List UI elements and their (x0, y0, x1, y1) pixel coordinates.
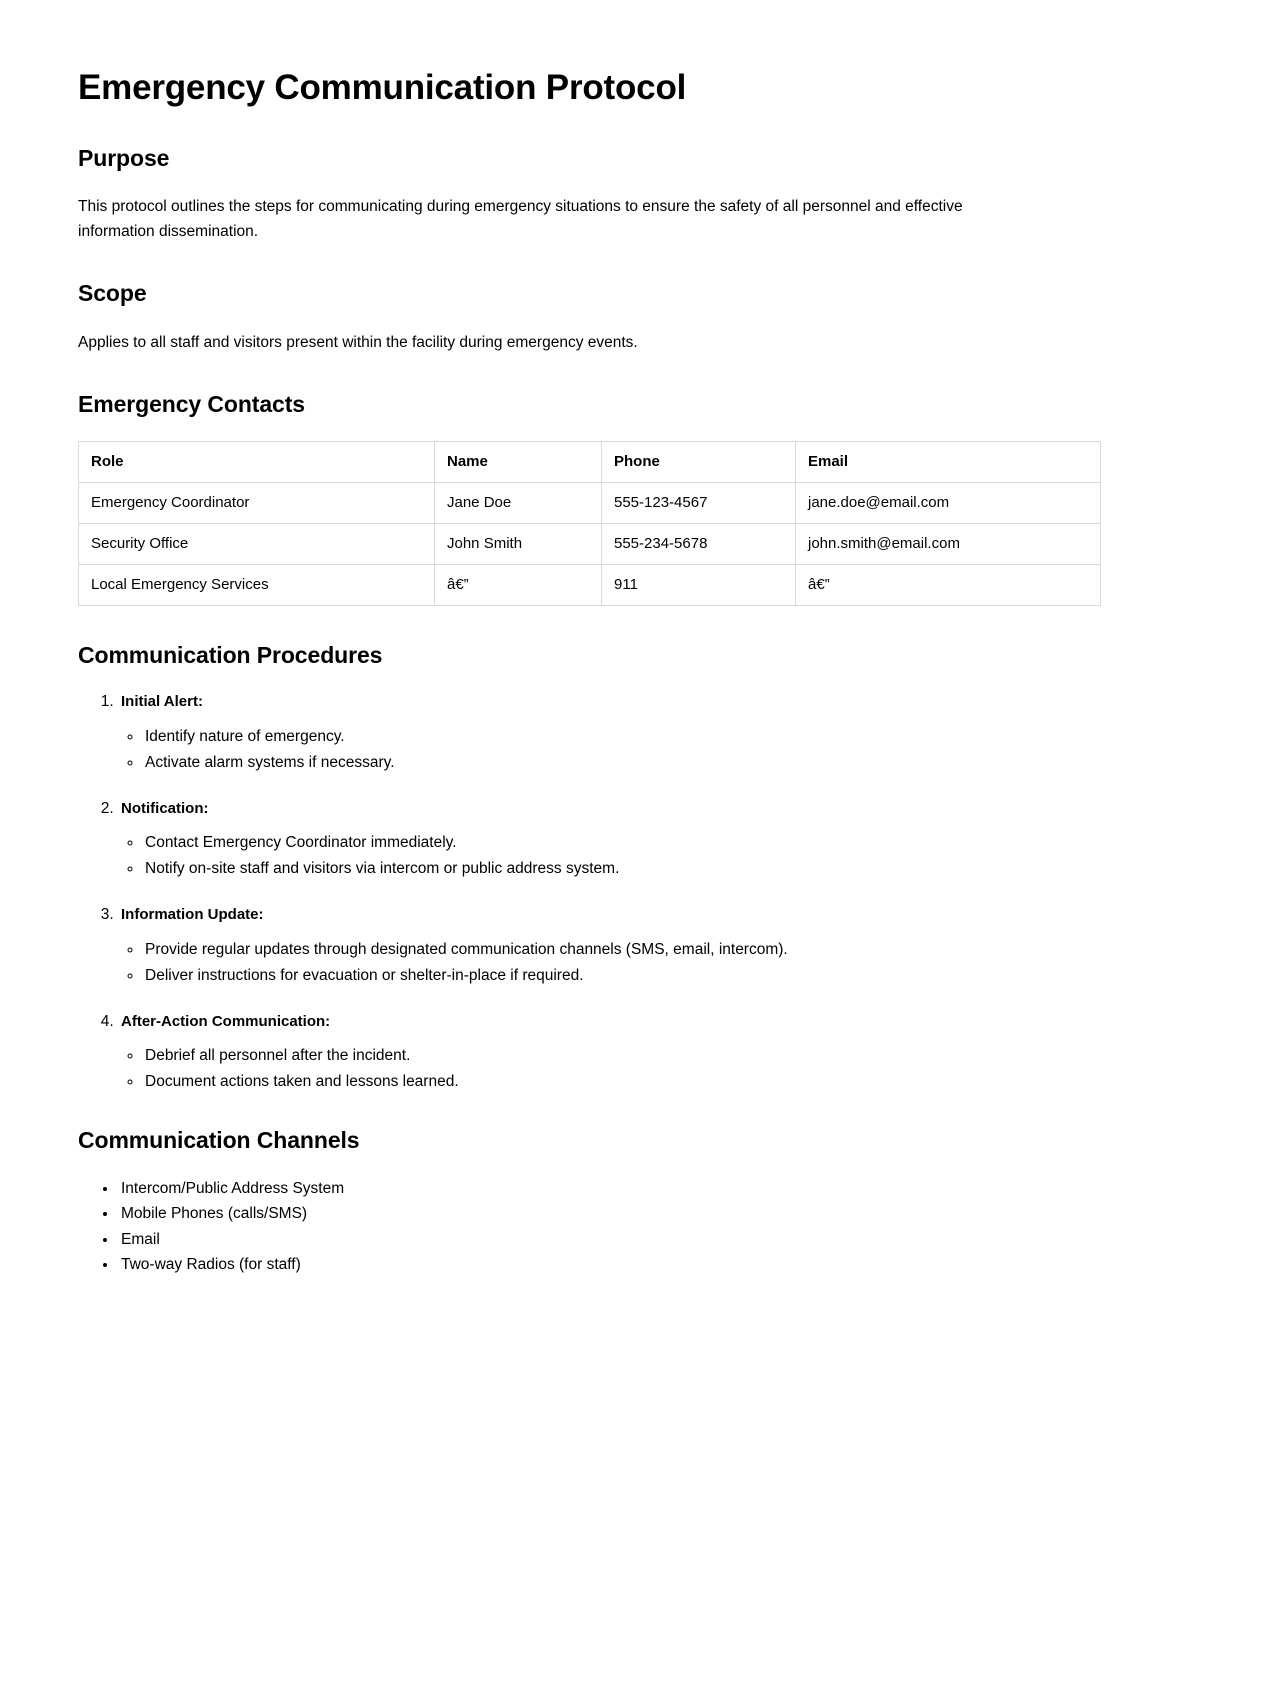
procedure-substep-list (121, 939, 1185, 987)
cell-phone: 911 (602, 564, 796, 605)
list-item: • Mobile Phones (calls/SMS) (118, 1202, 1185, 1226)
section-heading-communication-channels: Communication Channels (78, 1127, 360, 1154)
cell-role: Local Emergency Services (79, 564, 435, 605)
column-header-name: Name (435, 441, 602, 482)
section-heading-emergency-contacts: Emergency Contacts (78, 391, 305, 418)
procedure-step (118, 904, 1185, 986)
column-header-role: Role (79, 441, 435, 482)
procedure-step-label: Notification: (121, 799, 209, 817)
procedure-substep: ◦ Document actions taken and lessons learned. (143, 1071, 1185, 1093)
communication-procedures-list (78, 691, 1185, 1093)
procedure-step-label: After-Action Communication: (121, 1012, 331, 1030)
table-header-row (79, 441, 1101, 482)
cell-email: jane.doe@email.com (796, 482, 1101, 523)
section-heading-purpose: Purpose (78, 144, 170, 171)
procedure-substep: ◦ Debrief all personnel after the incident. (143, 1045, 1185, 1067)
table-row (79, 564, 1101, 605)
purpose-paragraph: This protocol outlines the steps for communicating during emergency situations to ensure the safety of all personnel and effective information dissemination. (78, 198, 963, 241)
procedure-substep: ◦ Activate alarm systems if necessary. (143, 752, 1185, 774)
table-header (79, 441, 1101, 482)
list-item: • Two-way Radios (for staff) (118, 1253, 1185, 1277)
procedure-substep: ◦ Notify on-site staff and visitors via intercom or public address system. (143, 858, 1185, 880)
procedure-substep: ◦ Contact Emergency Coordinator immediately. (143, 832, 1185, 854)
column-header-email: Email (796, 441, 1101, 482)
section-heading-scope: Scope (78, 280, 147, 307)
procedure-substep: ◦ Deliver instructions for evacuation or shelter-in-place if required. (143, 965, 1185, 987)
cell-email: john.smith@email.com (796, 523, 1101, 564)
table-body (79, 482, 1101, 605)
list-item: • Email (118, 1228, 1185, 1252)
procedure-substep-list (121, 726, 1185, 774)
column-header-phone: Phone (602, 441, 796, 482)
cell-name: â€” (435, 564, 602, 605)
scope-paragraph: Applies to all staff and visitors present within the facility during emergency events. (78, 334, 638, 351)
procedure-substep-list (121, 832, 1185, 880)
cell-email: â€” (796, 564, 1101, 605)
procedure-substep: ◦ Provide regular updates through designated communication channels (SMS, email, intercom). (143, 939, 1185, 961)
table-row (79, 482, 1101, 523)
procedure-step (118, 691, 1185, 773)
cell-name: John Smith (435, 523, 602, 564)
cell-role: Emergency Coordinator (79, 482, 435, 523)
procedure-step (118, 1011, 1185, 1093)
section-heading-communication-procedures: Communication Procedures (78, 641, 383, 668)
procedure-substep: ◦ Identify nature of emergency. (143, 726, 1185, 748)
procedure-substep-list (121, 1045, 1185, 1093)
cell-name: Jane Doe (435, 482, 602, 523)
procedure-step (118, 798, 1185, 880)
cell-phone: 555-123-4567 (602, 482, 796, 523)
page-title: Emergency Communication Protocol (78, 68, 687, 107)
emergency-contacts-table (78, 441, 1101, 606)
procedure-step-label: Information Update: (121, 906, 264, 924)
cell-phone: 555-234-5678 (602, 523, 796, 564)
communication-channels-list (78, 1177, 1185, 1277)
table-row (79, 523, 1101, 564)
list-item: • Intercom/Public Address System (118, 1177, 1185, 1201)
procedure-step-label: Initial Alert: (121, 693, 203, 711)
cell-role: Security Office (79, 523, 435, 564)
